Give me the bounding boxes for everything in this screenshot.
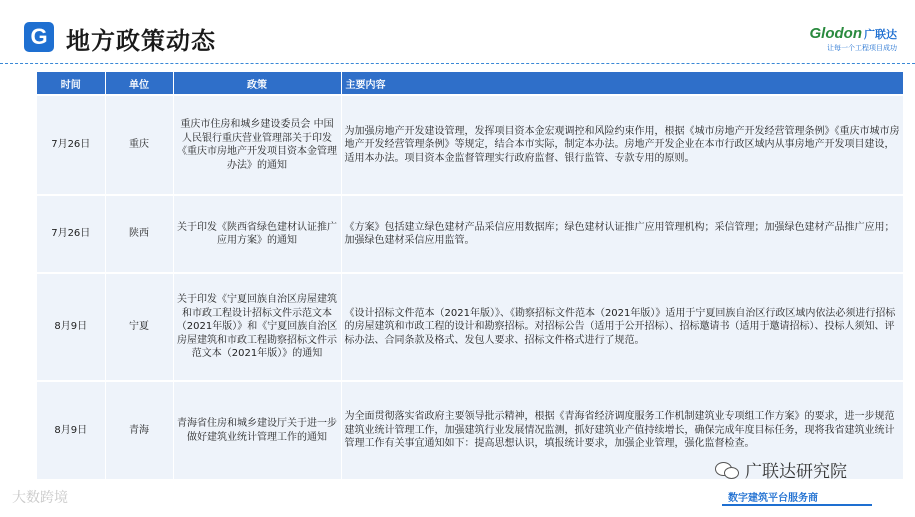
cell-unit: 青海 xyxy=(105,381,173,479)
cell-unit: 重庆 xyxy=(105,95,173,195)
column-header-content: 主要内容 xyxy=(341,72,903,95)
policy-table xyxy=(37,72,904,479)
cell-policy: 重庆市住房和城乡建设委员会 中国人民银行重庆营业管理部关于印发《重庆市房地产开发项目资本金管理办法》的通知 xyxy=(173,95,341,195)
table-row xyxy=(37,95,903,195)
wechat-account xyxy=(715,457,847,482)
table-row xyxy=(37,273,903,381)
table-header-row xyxy=(37,72,903,95)
platform-tagline: 数字建筑平台服务商 xyxy=(728,493,818,504)
column-header-date: 时间 xyxy=(37,72,105,95)
cell-policy: 关于印发《陕西省绿色建材认证推广应用方案》的通知 xyxy=(173,195,341,273)
cell-content: 《设计招标文件范本（2021年版）》、《勘察招标文件范本（2021年版）》适用于宁夏回族自治区行政区域内依法必须进行招标的房屋建筑和市政工程的设计和勘察招标。对招标公告（适用于公开招标）、招标邀请书（适用于邀请招标）、投标人须知、评标办法、合同条款及格式、发包人要求、招标文件格式进行了规范。 xyxy=(341,273,903,381)
header-divider xyxy=(0,63,915,64)
cell-date: 8月9日 xyxy=(37,273,105,381)
glodon-logo-icon: G xyxy=(24,22,54,52)
cell-policy: 关于印发《宁夏回族自治区房屋建筑和市政工程设计招标文件示范文本（2021年版）》和《宁夏回族自治区房屋建筑和市政工程勘察招标文件示范文本（2021年版）》的通知 xyxy=(173,273,341,381)
cell-unit: 宁夏 xyxy=(105,273,173,381)
cell-date: 8月9日 xyxy=(37,381,105,479)
cell-date: 7月26日 xyxy=(37,95,105,195)
wechat-account-name: 广联达研究院 xyxy=(745,462,847,482)
cell-content: 《方案》包括建立绿色建材产品采信应用数据库；绿色建材认证推广应用管理机构；采信管理；加强绿色建材产品推广应用；加强绿色建材采信应用监管。 xyxy=(341,195,903,273)
table-row xyxy=(37,195,903,273)
watermark: 大数跨境 xyxy=(12,490,68,506)
brand-name-cn: 广联达 xyxy=(864,29,897,41)
cell-date: 7月26日 xyxy=(37,195,105,273)
brand-name-en: Glodon xyxy=(809,25,862,42)
footer-accent-bar xyxy=(722,504,872,506)
column-header-unit: 单位 xyxy=(105,72,173,95)
page-header xyxy=(0,0,915,62)
brand-logo xyxy=(810,25,898,53)
brand-slogan: 让每一个工程项目成功 xyxy=(827,44,897,52)
cell-content: 为全面贯彻落实省政府主要领导批示精神，根据《青海省经济调度服务工作机制建筑业专项组工作方案》的要求，进一步规范建筑业统计管理工作，加强建筑行业发展情况监测，抓好建筑业产值持续增长，确保完成年度目标任务，现将我省建筑业统计管理工作有关事宜通知如下：提高思想认识，填报统计要求，加强企业管理，强化监督检查。 xyxy=(341,381,903,479)
cell-policy: 青海省住房和城乡建设厅关于进一步做好建筑业统计管理工作的通知 xyxy=(173,381,341,479)
page-title: 地方政策动态 xyxy=(66,27,216,55)
brand-name xyxy=(810,25,898,42)
column-header-policy: 政策 xyxy=(173,72,341,95)
cell-unit: 陕西 xyxy=(105,195,173,273)
cell-content: 为加强房地产开发建设管理，发挥项目资本金宏观调控和风险约束作用，根据《城市房地产开发经营管理条例》《重庆市城市房地产开发经营管理条例》等规定，结合本市实际，制定本办法。房地产开发企业在本市行政区域内从事房地产开发项目建设，适用本办法。项目资本金监督管理实行政府监督、银行监管、专款专用的原则。 xyxy=(341,95,903,195)
wechat-icon xyxy=(715,460,739,480)
